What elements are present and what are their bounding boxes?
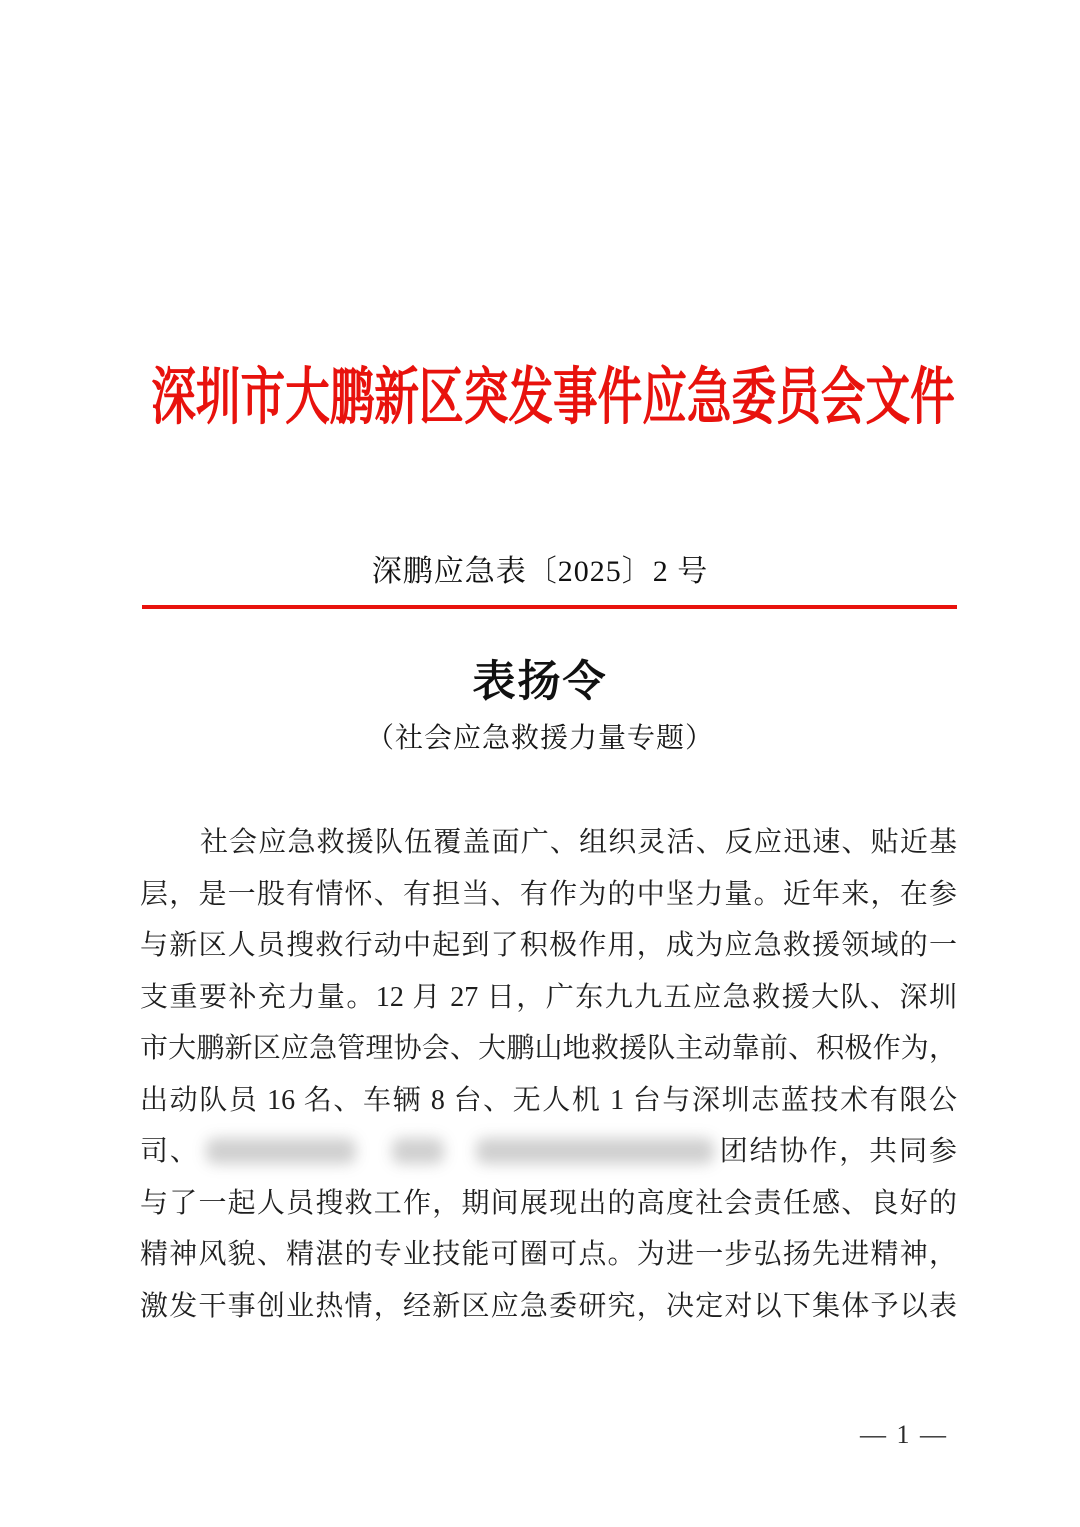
red-divider-line: [142, 605, 957, 609]
body-line: 出动队员 16 名、车辆 8 台、无人机 1 台与深圳志蓝技术有限公: [140, 1084, 957, 1116]
body-line-redacted: [140, 1126, 957, 1178]
redacted-blur: [200, 1133, 718, 1169]
body-line-suffix: 团结协作，共同参: [717, 1136, 957, 1167]
page-number: — 1 —: [860, 1420, 948, 1449]
body-line-prefix: 司、: [140, 1136, 200, 1167]
document-header-title: 深圳市大鹏新区突发事件应急委员会文件: [151, 364, 955, 432]
body-line: 支重要补充力量。12 月 27 日，广东九九五应急救援大队、深圳: [140, 981, 957, 1013]
directive-title: 表扬令: [472, 659, 608, 706]
directive-subtitle: （社会应急救援力量专题）: [365, 723, 714, 754]
body-line: 层，是一股有情怀、有担当、有作为的中坚力量。近年来，在参: [140, 878, 957, 910]
body-line: 社会应急救援队伍覆盖面广、组织灵活、反应迅速、贴近基: [200, 827, 957, 858]
body-line: 与了一起人员搜救工作，期间展现出的高度社会责任感、良好的: [140, 1187, 957, 1219]
body-line: 激发干事创业热情，经新区应急委研究，决定对以下集体予以表: [140, 1290, 957, 1322]
body-paragraph: [140, 817, 957, 1332]
document-number: 深鹏应急表〔2025〕2 号: [371, 555, 709, 588]
body-line: 市大鹏新区应急管理协会、大鹏山地救援队主动靠前、积极作为，: [140, 1033, 957, 1064]
body-line: 与新区人员搜救行动中起到了积极作用，成为应急救援领域的一: [140, 930, 957, 961]
body-line: 精神风貌、精湛的专业技能可圈可点。为进一步弘扬先进精神，: [140, 1239, 957, 1270]
